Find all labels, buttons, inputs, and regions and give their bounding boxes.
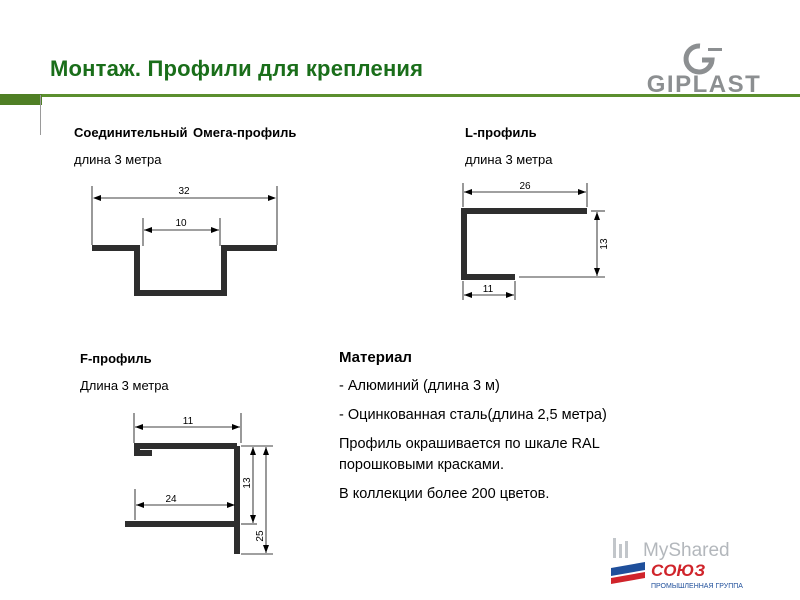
dim-inner: 10 (175, 218, 187, 229)
left-divider (40, 95, 41, 135)
l-profile-title: L-профиль (465, 125, 537, 140)
f-profile-length: Длина 3 метра (80, 378, 169, 393)
dim-width: 32 (178, 186, 190, 197)
dim-top: 26 (519, 181, 531, 192)
dim-bottom: 24 (165, 494, 177, 505)
material-block (339, 349, 759, 513)
f-profile-title: F-профиль (80, 351, 152, 366)
page-title: Монтаж. Профили для крепления (50, 56, 424, 81)
material-item-aluminium: - Алюминий (длина 3 м) (339, 378, 500, 394)
dim-bottom: 11 (482, 284, 494, 295)
omega-profile-title: Соединительный Омега-профиль (74, 125, 297, 140)
l-profile-diagram (455, 178, 615, 308)
brand-name: СОЮЗ (651, 561, 706, 580)
logo-text: GIPLAST (646, 71, 762, 98)
material-paint-note: Профиль окрашивается по шкале RAL порошковыми красками. (339, 436, 600, 473)
l-profile-length: длина 3 метра (465, 152, 553, 167)
title-underline-accent (0, 94, 42, 105)
material-collection-note: В коллекции более 200 цветов. (339, 486, 550, 502)
f-profile-diagram (125, 405, 285, 565)
dim-height: 13 (599, 238, 610, 250)
omega-profile-length: длина 3 метра (74, 152, 162, 167)
material-item-steel: - Оцинкованная сталь(длина 2,5 метра) (339, 407, 607, 423)
material-heading: Материал (339, 349, 412, 366)
brand-subtitle: ПРОМЫШЛЕННАЯ ГРУППА (651, 583, 743, 590)
dim-total: 25 (255, 530, 266, 542)
watermark-text: MyShared (643, 540, 730, 561)
footer-brand-watermark (605, 532, 775, 592)
giplast-logo (640, 34, 770, 98)
omega-profile-diagram (80, 178, 290, 303)
dim-top: 11 (182, 416, 194, 427)
dim-height: 13 (242, 477, 253, 489)
